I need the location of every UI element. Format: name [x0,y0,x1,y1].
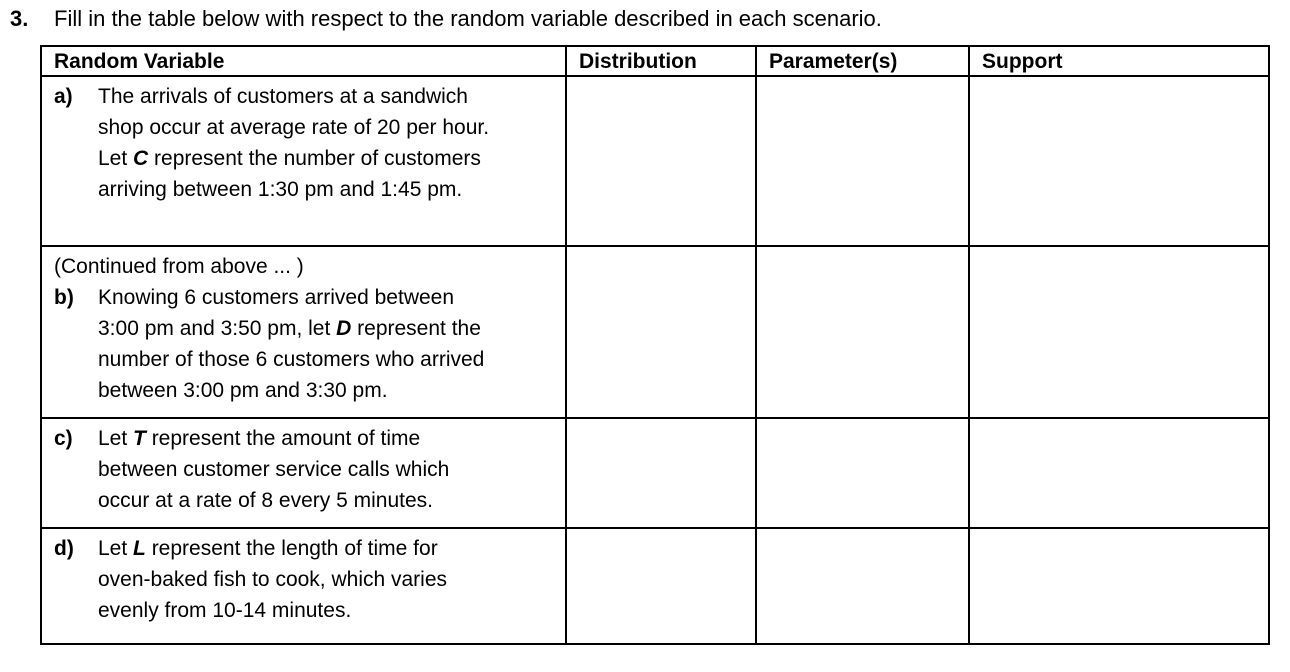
random-variable-cell [41,528,566,644]
support-answer-cell[interactable] [969,246,1269,418]
random-variable-table [40,45,1270,645]
scenario-line: 3:00 pm and 3:50 pm, let D represent the [98,317,481,340]
parameters-answer-cell[interactable] [756,76,969,246]
question-number: 3. [10,6,29,31]
scenario-line: Knowing 6 customers arrived between [98,286,455,309]
scenario-line: between 3:00 pm and 3:30 pm. [98,379,388,402]
distribution-answer-cell[interactable] [566,246,756,418]
parameters-answer-cell[interactable] [756,246,969,418]
random-variable-cell [41,246,566,418]
table-row [41,418,1269,528]
scenario-line: shop occur at average rate of 20 per hour. [98,116,490,139]
header-parameters: Parameter(s) [756,46,969,76]
table-row [41,528,1269,644]
scenario-line: number of those 6 customers who arrived [98,348,485,371]
scenario-line: Let C represent the number of customers [98,147,481,170]
distribution-answer-cell[interactable] [566,76,756,246]
row-label: c) [54,427,73,450]
table-header-row [41,46,1269,76]
row-label: d) [54,537,74,560]
variable-symbol: D [336,317,352,340]
parameters-answer-cell[interactable] [756,418,969,528]
table-row [41,246,1269,418]
header-random-variable: Random Variable [41,46,566,76]
question-heading [10,6,882,32]
header-distribution: Distribution [566,46,756,76]
support-answer-cell[interactable] [969,528,1269,644]
variable-symbol: L [133,537,146,560]
variable-symbol: T [133,427,146,450]
header-support: Support [969,46,1269,76]
continued-note: (Continued from above ... ) [54,255,304,278]
variable-symbol: C [133,147,149,170]
scenario-line: occur at a rate of 8 every 5 minutes. [98,489,433,512]
support-answer-cell[interactable] [969,76,1269,246]
random-variable-cell [41,76,566,246]
scenario-line: Let T represent the amount of time [98,427,421,450]
table-row [41,76,1269,246]
scenario-line: arriving between 1:30 pm and 1:45 pm. [98,178,463,201]
row-label: b) [54,286,74,309]
scenario-line: evenly from 10-14 minutes. [98,599,352,622]
support-answer-cell[interactable] [969,418,1269,528]
random-variable-cell [41,418,566,528]
parameters-answer-cell[interactable] [756,528,969,644]
question-text: Fill in the table below with respect to the random variable described in each scenario. [54,6,882,31]
scenario-line: The arrivals of customers at a sandwich [98,85,468,108]
distribution-answer-cell[interactable] [566,528,756,644]
scenario-line: between customer service calls which [98,458,450,481]
distribution-answer-cell[interactable] [566,418,756,528]
row-label: a) [54,85,73,108]
scenario-line: oven-baked fish to cook, which varies [98,568,448,591]
scenario-line: Let L represent the length of time for [98,537,438,560]
